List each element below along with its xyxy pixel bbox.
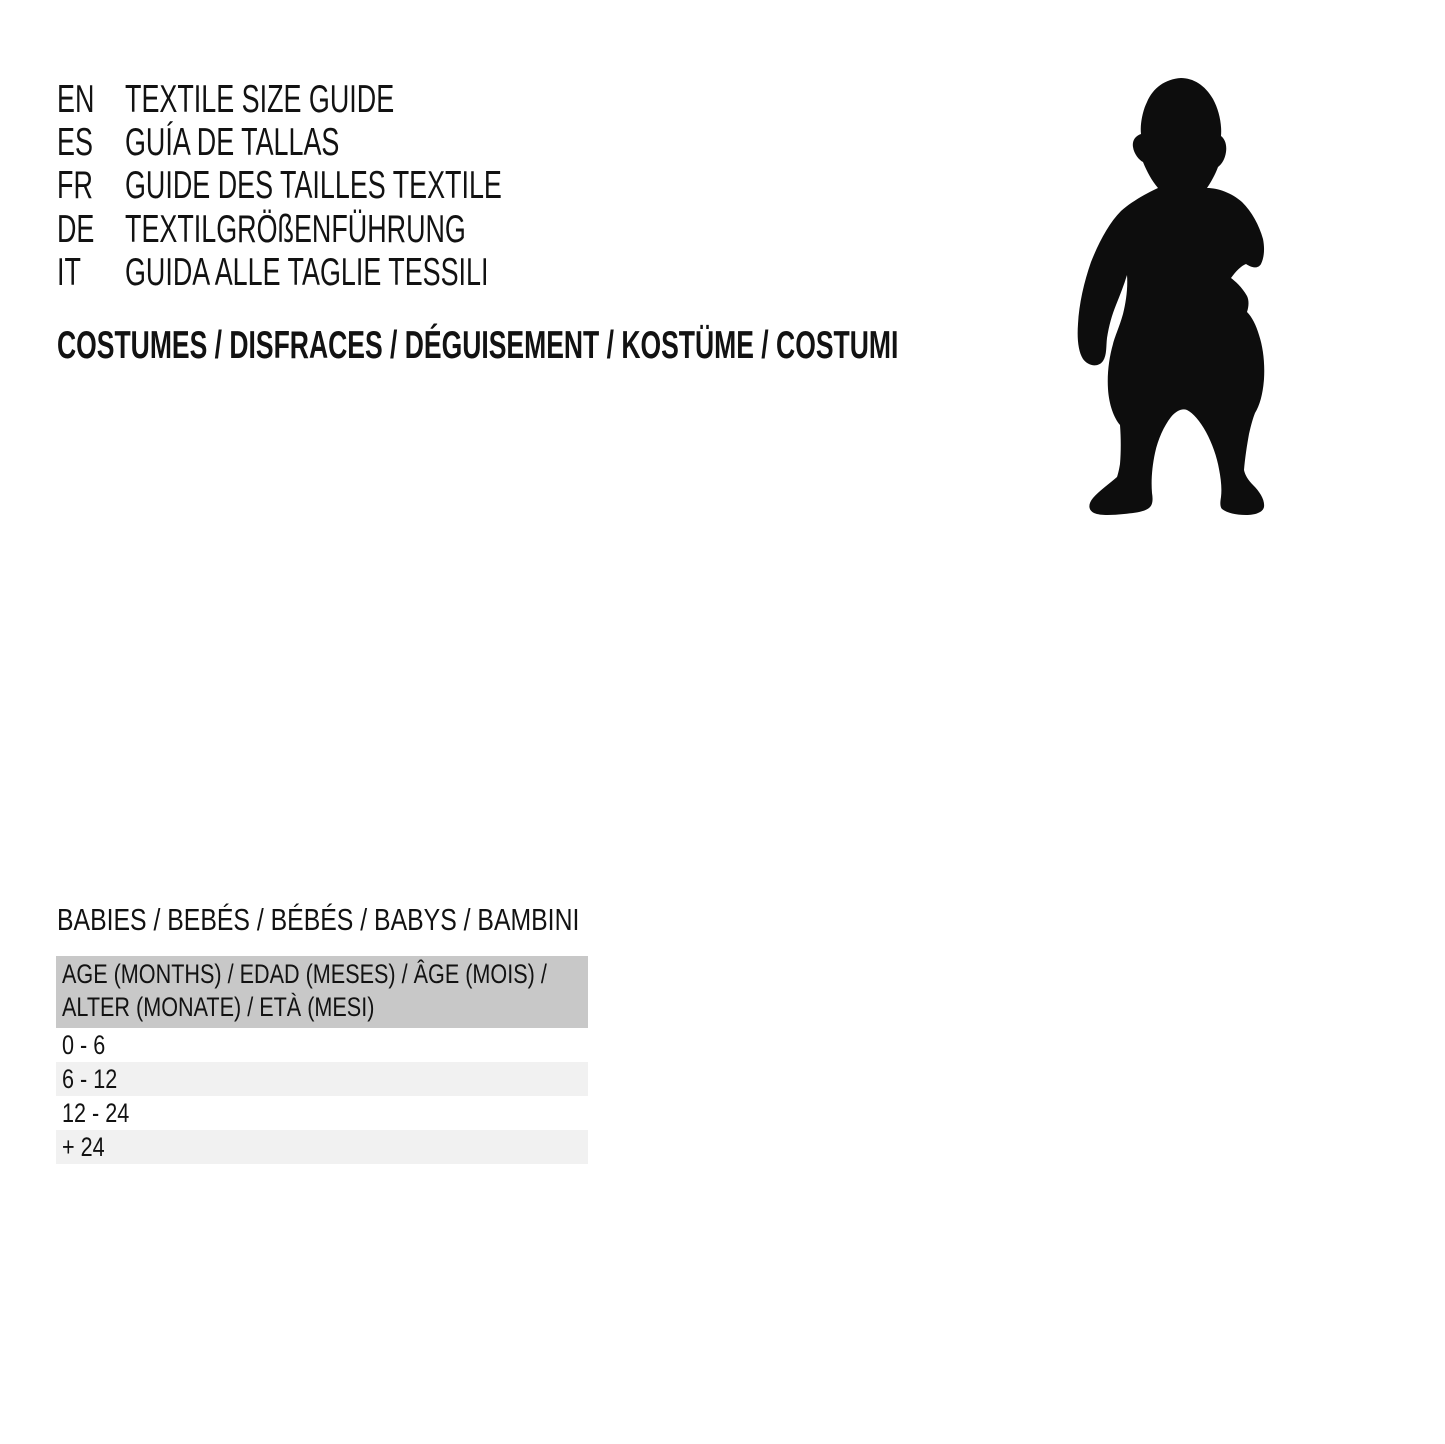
- age-range-value: 6 - 12: [62, 1063, 118, 1094]
- language-code-label: FR: [57, 164, 93, 208]
- language-code: [57, 208, 125, 252]
- age-range-row: [56, 1130, 588, 1164]
- language-title-label: GUIDA ALLE TAGLIE TESSILI: [125, 251, 489, 295]
- language-guide-list: [57, 78, 671, 295]
- age-size-table: [56, 956, 588, 1164]
- language-title: [125, 78, 515, 122]
- language-code-label: EN: [57, 77, 95, 121]
- language-title: [125, 208, 619, 252]
- language-row-es: [57, 121, 671, 164]
- language-title: [125, 164, 671, 208]
- language-code: [57, 78, 125, 122]
- language-row-en: [57, 78, 671, 121]
- language-code: [57, 121, 125, 165]
- language-title-label: GUIDE DES TAILLES TEXTILE: [125, 164, 502, 208]
- language-title-label: TEXTILE SIZE GUIDE: [125, 77, 395, 121]
- category-title-label: COSTUMES / DISFRACES / DÉGUISEMENT / KOSTÜME / COSTUMI: [57, 324, 899, 367]
- language-row-it: [57, 252, 671, 295]
- age-range-row: [56, 1028, 588, 1062]
- age-range-row: [56, 1096, 588, 1130]
- language-code: [57, 251, 125, 295]
- language-code-label: DE: [57, 207, 95, 251]
- age-range-value: 0 - 6: [62, 1029, 106, 1060]
- age-range-value: 12 - 24: [62, 1097, 130, 1128]
- baby-silhouette-icon: [1075, 76, 1275, 516]
- age-table-header-text: ALTER (MONATE) / ETÀ (MESI): [62, 992, 375, 1022]
- language-title-label: GUÍA DE TALLAS: [125, 121, 340, 165]
- size-section-heading-label: BABIES / BEBÉS / BÉBÉS / BABYS / BAMBINI: [57, 902, 580, 937]
- language-title: [125, 251, 652, 295]
- age-table-header: [56, 956, 588, 1028]
- language-title: [125, 121, 436, 165]
- language-code-label: ES: [57, 121, 93, 165]
- age-table-header-line: [62, 991, 588, 1024]
- language-title-label: TEXTILGRÖßENFÜHRUNG: [125, 207, 466, 251]
- size-section-heading: [57, 903, 710, 937]
- age-range-row: [56, 1062, 588, 1096]
- language-row-fr: [57, 165, 671, 208]
- language-code-label: IT: [57, 251, 81, 295]
- age-table-header-line: [62, 958, 588, 991]
- language-row-de: [57, 208, 671, 251]
- age-range-value: + 24: [62, 1131, 105, 1162]
- language-code: [57, 164, 125, 208]
- baby-silhouette-shape: [1078, 78, 1265, 515]
- age-table-header-text: AGE (MONTHS) / EDAD (MESES) / ÂGE (MOIS) /: [62, 959, 547, 989]
